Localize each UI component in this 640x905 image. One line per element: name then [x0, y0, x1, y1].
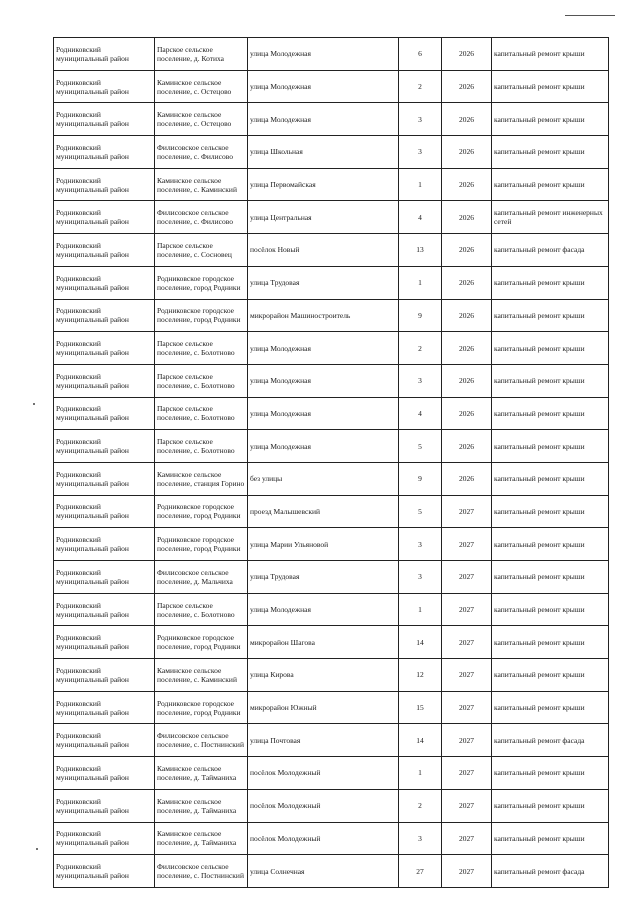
table-row	[54, 299, 609, 332]
street-cell: улица Центральная	[248, 201, 399, 234]
street-cell: посёлок Молодежный	[248, 822, 399, 855]
street-cell: улица Почтовая	[248, 724, 399, 757]
work-type-cell: капитальный ремонт крыши	[492, 757, 609, 790]
house-number-cell: 4	[399, 397, 442, 430]
year-cell: 2026	[442, 397, 492, 430]
district-cell: Родниковский муниципальный район	[54, 528, 155, 561]
street-cell: улица Молодежная	[248, 430, 399, 463]
year-cell: 2026	[442, 201, 492, 234]
year-cell: 2027	[442, 724, 492, 757]
work-type-cell: капитальный ремонт крыши	[492, 136, 609, 169]
street-cell: улица Молодежная	[248, 70, 399, 103]
settlement-cell: Филисовское сельское поселение, с. Постнинский	[155, 855, 248, 888]
street-cell: улица Молодежная	[248, 593, 399, 626]
district-cell: Родниковский муниципальный район	[54, 364, 155, 397]
year-cell: 2026	[442, 332, 492, 365]
settlement-cell: Каминское сельское поселение, с. Остецово	[155, 103, 248, 136]
district-cell: Родниковский муниципальный район	[54, 299, 155, 332]
district-cell: Родниковский муниципальный район	[54, 266, 155, 299]
work-type-cell: капитальный ремонт крыши	[492, 495, 609, 528]
district-cell: Родниковский муниципальный район	[54, 561, 155, 594]
work-type-cell: капитальный ремонт крыши	[492, 38, 609, 71]
repair-schedule-table	[53, 37, 609, 888]
street-cell: улица Кирова	[248, 659, 399, 692]
house-number-cell: 2	[399, 332, 442, 365]
table-row	[54, 659, 609, 692]
scan-speck	[33, 403, 35, 405]
street-cell: улица Молодежная	[248, 103, 399, 136]
district-cell: Родниковский муниципальный район	[54, 593, 155, 626]
district-cell: Родниковский муниципальный район	[54, 691, 155, 724]
street-cell: улица Трудовая	[248, 561, 399, 594]
settlement-cell: Филисовское сельское поселение, с. Постнинский	[155, 724, 248, 757]
settlement-cell: Парское сельское поселение, с. Болотново	[155, 397, 248, 430]
work-type-cell: капитальный ремонт крыши	[492, 168, 609, 201]
settlement-cell: Парское сельское поселение, д. Котиха	[155, 38, 248, 71]
year-cell: 2026	[442, 462, 492, 495]
year-cell: 2027	[442, 757, 492, 790]
street-cell: проезд Малышевский	[248, 495, 399, 528]
street-cell: посёлок Молодежный	[248, 789, 399, 822]
district-cell: Родниковский муниципальный район	[54, 430, 155, 463]
district-cell: Родниковский муниципальный район	[54, 822, 155, 855]
settlement-cell: Парское сельское поселение, с. Сосновец	[155, 234, 248, 267]
house-number-cell: 1	[399, 757, 442, 790]
settlement-cell: Каминское сельское поселение, с. Каминский	[155, 168, 248, 201]
table-row	[54, 103, 609, 136]
table-row	[54, 168, 609, 201]
settlement-cell: Каминское сельское поселение, д. Тайманиха	[155, 822, 248, 855]
district-cell: Родниковский муниципальный район	[54, 495, 155, 528]
year-cell: 2026	[442, 430, 492, 463]
street-cell: посёлок Новый	[248, 234, 399, 267]
year-cell: 2026	[442, 70, 492, 103]
house-number-cell: 9	[399, 299, 442, 332]
settlement-cell: Каминское сельское поселение, с. Остецово	[155, 70, 248, 103]
district-cell: Родниковский муниципальный район	[54, 38, 155, 71]
year-cell: 2026	[442, 299, 492, 332]
page-corner-mark	[565, 15, 615, 16]
settlement-cell: Каминское сельское поселение, станция Горино	[155, 462, 248, 495]
year-cell: 2026	[442, 234, 492, 267]
year-cell: 2027	[442, 855, 492, 888]
street-cell: без улицы	[248, 462, 399, 495]
settlement-cell: Филисовское сельское поселение, с. Филисово	[155, 136, 248, 169]
table-row	[54, 757, 609, 790]
settlement-cell: Родниковское городское поселение, город Родники	[155, 691, 248, 724]
house-number-cell: 1	[399, 593, 442, 626]
year-cell: 2027	[442, 789, 492, 822]
district-cell: Родниковский муниципальный район	[54, 724, 155, 757]
work-type-cell: капитальный ремонт крыши	[492, 659, 609, 692]
street-cell: улица Трудовая	[248, 266, 399, 299]
settlement-cell: Каминское сельское поселение, с. Каминский	[155, 659, 248, 692]
settlement-cell: Парское сельское поселение, с. Болотново	[155, 332, 248, 365]
work-type-cell: капитальный ремонт крыши	[492, 266, 609, 299]
year-cell: 2026	[442, 168, 492, 201]
district-cell: Родниковский муниципальный район	[54, 462, 155, 495]
house-number-cell: 9	[399, 462, 442, 495]
table-row	[54, 332, 609, 365]
district-cell: Родниковский муниципальный район	[54, 332, 155, 365]
work-type-cell: капитальный ремонт крыши	[492, 691, 609, 724]
table-row	[54, 789, 609, 822]
table-row	[54, 136, 609, 169]
table-row	[54, 430, 609, 463]
work-type-cell: капитальный ремонт крыши	[492, 103, 609, 136]
work-type-cell: капитальный ремонт крыши	[492, 332, 609, 365]
settlement-cell: Родниковское городское поселение, город Родники	[155, 299, 248, 332]
district-cell: Родниковский муниципальный район	[54, 397, 155, 430]
settlement-cell: Каминское сельское поселение, д. Тайманиха	[155, 757, 248, 790]
house-number-cell: 14	[399, 724, 442, 757]
year-cell: 2027	[442, 528, 492, 561]
district-cell: Родниковский муниципальный район	[54, 70, 155, 103]
district-cell: Родниковский муниципальный район	[54, 757, 155, 790]
table-row	[54, 495, 609, 528]
street-cell: посёлок Молодежный	[248, 757, 399, 790]
house-number-cell: 5	[399, 430, 442, 463]
district-cell: Родниковский муниципальный район	[54, 136, 155, 169]
year-cell: 2027	[442, 561, 492, 594]
work-type-cell: капитальный ремонт крыши	[492, 593, 609, 626]
table-row	[54, 822, 609, 855]
house-number-cell: 5	[399, 495, 442, 528]
settlement-cell: Парское сельское поселение, с. Болотново	[155, 593, 248, 626]
table-row	[54, 593, 609, 626]
year-cell: 2027	[442, 691, 492, 724]
work-type-cell: капитальный ремонт крыши	[492, 462, 609, 495]
work-type-cell: капитальный ремонт крыши	[492, 561, 609, 594]
house-number-cell: 3	[399, 561, 442, 594]
district-cell: Родниковский муниципальный район	[54, 626, 155, 659]
house-number-cell: 15	[399, 691, 442, 724]
street-cell: микрорайон Шагова	[248, 626, 399, 659]
house-number-cell: 12	[399, 659, 442, 692]
year-cell: 2027	[442, 626, 492, 659]
work-type-cell: капитальный ремонт фасада	[492, 234, 609, 267]
work-type-cell: капитальный ремонт крыши	[492, 364, 609, 397]
street-cell: улица Марии Ульяновой	[248, 528, 399, 561]
work-type-cell: капитальный ремонт крыши	[492, 528, 609, 561]
year-cell: 2027	[442, 593, 492, 626]
house-number-cell: 1	[399, 168, 442, 201]
table-row	[54, 266, 609, 299]
year-cell: 2027	[442, 495, 492, 528]
table-row	[54, 397, 609, 430]
work-type-cell: капитальный ремонт инженерных сетей	[492, 201, 609, 234]
street-cell: микрорайон Машиностроитель	[248, 299, 399, 332]
street-cell: улица Школьная	[248, 136, 399, 169]
settlement-cell: Парское сельское поселение, с. Болотново	[155, 430, 248, 463]
settlement-cell: Филисовское сельское поселение, д. Мальчиха	[155, 561, 248, 594]
district-cell: Родниковский муниципальный район	[54, 201, 155, 234]
year-cell: 2026	[442, 136, 492, 169]
table-row	[54, 234, 609, 267]
settlement-cell: Родниковское городское поселение, город Родники	[155, 495, 248, 528]
house-number-cell: 2	[399, 70, 442, 103]
work-type-cell: капитальный ремонт крыши	[492, 70, 609, 103]
table-row	[54, 70, 609, 103]
district-cell: Родниковский муниципальный район	[54, 168, 155, 201]
district-cell: Родниковский муниципальный район	[54, 855, 155, 888]
house-number-cell: 27	[399, 855, 442, 888]
district-cell: Родниковский муниципальный район	[54, 659, 155, 692]
house-number-cell: 3	[399, 136, 442, 169]
house-number-cell: 6	[399, 38, 442, 71]
house-number-cell: 3	[399, 822, 442, 855]
settlement-cell: Парское сельское поселение, с. Болотново	[155, 364, 248, 397]
year-cell: 2026	[442, 103, 492, 136]
table-row	[54, 528, 609, 561]
settlement-cell: Родниковское городское поселение, город Родники	[155, 626, 248, 659]
work-type-cell: капитальный ремонт фасада	[492, 855, 609, 888]
year-cell: 2026	[442, 38, 492, 71]
work-type-cell: капитальный ремонт крыши	[492, 822, 609, 855]
house-number-cell: 3	[399, 364, 442, 397]
house-number-cell: 3	[399, 528, 442, 561]
work-type-cell: капитальный ремонт крыши	[492, 626, 609, 659]
table-body	[54, 38, 609, 888]
work-type-cell: капитальный ремонт крыши	[492, 789, 609, 822]
house-number-cell: 14	[399, 626, 442, 659]
street-cell: микрорайон Южный	[248, 691, 399, 724]
table-row	[54, 626, 609, 659]
house-number-cell: 2	[399, 789, 442, 822]
table-row	[54, 691, 609, 724]
district-cell: Родниковский муниципальный район	[54, 103, 155, 136]
district-cell: Родниковский муниципальный район	[54, 789, 155, 822]
house-number-cell: 4	[399, 201, 442, 234]
street-cell: улица Молодежная	[248, 38, 399, 71]
street-cell: улица Молодежная	[248, 332, 399, 365]
year-cell: 2026	[442, 364, 492, 397]
street-cell: улица Первомайская	[248, 168, 399, 201]
year-cell: 2027	[442, 822, 492, 855]
house-number-cell: 3	[399, 103, 442, 136]
table-row	[54, 38, 609, 71]
settlement-cell: Каминское сельское поселение, д. Тайманиха	[155, 789, 248, 822]
table-row	[54, 855, 609, 888]
work-type-cell: капитальный ремонт крыши	[492, 397, 609, 430]
table-row	[54, 462, 609, 495]
work-type-cell: капитальный ремонт крыши	[492, 299, 609, 332]
settlement-cell: Родниковское городское поселение, город Родники	[155, 528, 248, 561]
table-row	[54, 724, 609, 757]
table-row	[54, 561, 609, 594]
year-cell: 2027	[442, 659, 492, 692]
year-cell: 2026	[442, 266, 492, 299]
table-row	[54, 364, 609, 397]
work-type-cell: капитальный ремонт крыши	[492, 430, 609, 463]
settlement-cell: Родниковское городское поселение, город Родники	[155, 266, 248, 299]
street-cell: улица Молодежная	[248, 364, 399, 397]
scan-speck	[36, 848, 38, 850]
table-row	[54, 201, 609, 234]
district-cell: Родниковский муниципальный район	[54, 234, 155, 267]
settlement-cell: Филисовское сельское поселение, с. Филисово	[155, 201, 248, 234]
house-number-cell: 1	[399, 266, 442, 299]
street-cell: улица Молодежная	[248, 397, 399, 430]
street-cell: улица Солнечная	[248, 855, 399, 888]
work-type-cell: капитальный ремонт фасада	[492, 724, 609, 757]
house-number-cell: 13	[399, 234, 442, 267]
